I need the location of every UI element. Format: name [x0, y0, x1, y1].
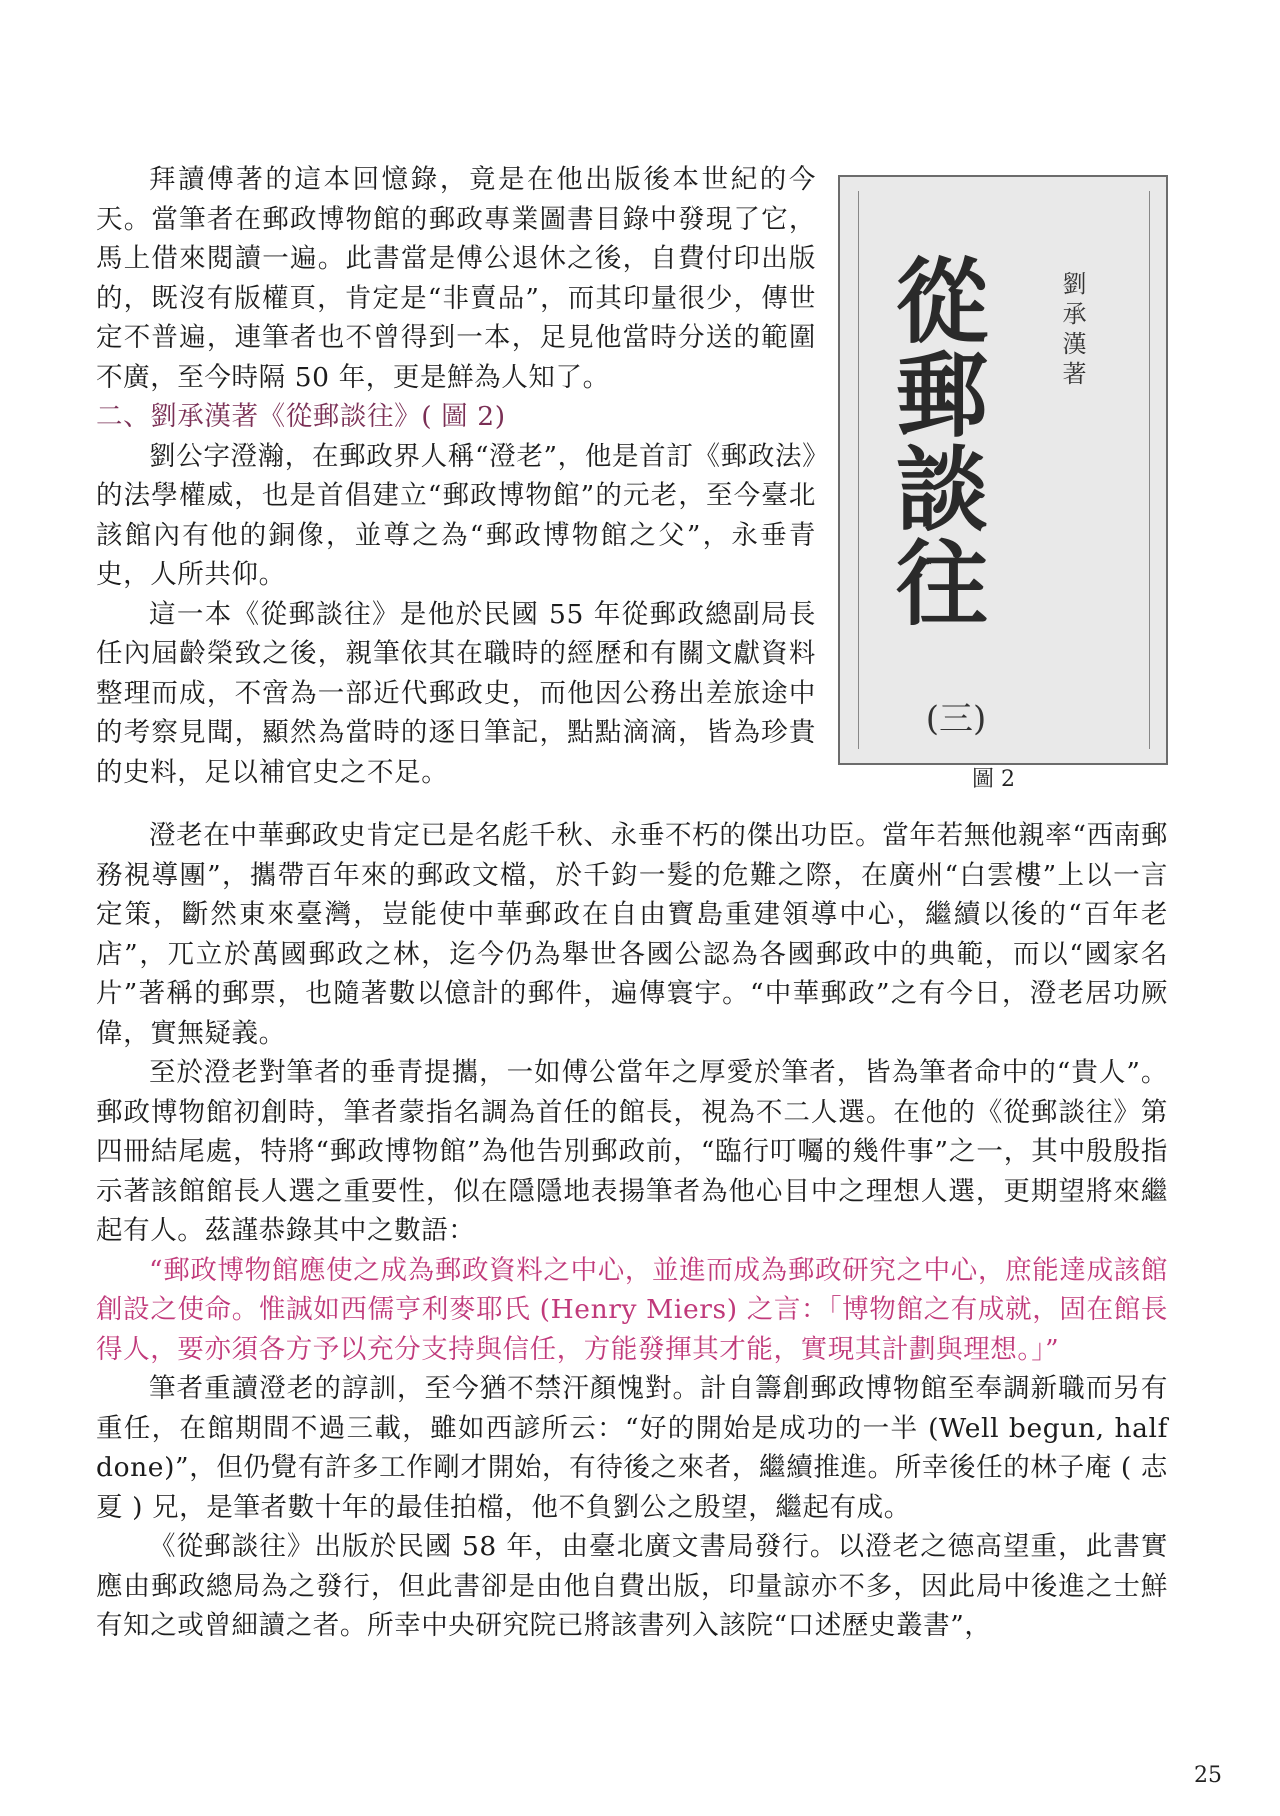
paragraph-intro: 拜讀傅著的這本回憶錄，竟是在他出版後本世紀的今天。當筆者在郵政博物館的郵政專業圖書目錄中發現了它，馬上借來閱讀一遍。此書當是傅公退休之後，自費付印出版的，既沒有版權頁，肯定是“非賣品”，而其印量很少，傳世定不普遍，連筆者也不曾得到一本，足見他當時分送的範圍不廣，至今時隔 50 年，更是鮮為人知了。 [96, 164, 816, 393]
page-number: 25 [1194, 1763, 1222, 1788]
book-cover-figure [838, 175, 1168, 765]
figure-caption: 圖 2 [972, 767, 1015, 792]
full-width-text-column [96, 816, 1168, 1646]
cover-title: 從郵談往 [881, 253, 989, 629]
paragraph-reflection: 筆者重讀澄老的諄訓，至今猶不禁汗顏愧對。計自籌創郵政博物館至奉調新職而另有重任，在館期間不過三載，雖如西諺所云：“好的開始是成功的一半 (Well begun, half done)”，但仍覺有許多工作剛才開始，有待後之來者，繼續推進。所幸後任的林子庵 ( 志夏 ) 兄，是筆者數十年的最佳拍檔，他不負劉公之殷望，繼起有成。 [96, 1373, 1168, 1523]
paragraph-contribution: 澄老在中華郵政史肯定已是名彪千秋、永垂不朽的傑出功臣。當年若無他親率“西南郵務視導團”，攜帶百年來的郵政文檔，於千鈞一髮的危難之際，在廣州“白雲樓”上以一言定策，斷然東來臺灣，豈能使中華郵政在自由寶島重建領導中心，繼續以後的“百年老店”，兀立於萬國郵政之林，迄今仍為舉世各國公認為各國郵政中的典範，而以“國家名片”著稱的郵票，也隨著數以億計的郵件，遍傳寰宇。“中華郵政”之有今日，澄老居功厥偉，實無疑義。 [96, 820, 1168, 1049]
paragraph-publication: 《從郵談往》出版於民國 58 年，由臺北廣文書局發行。以澄老之德高望重，此書實應由郵政總局為之發行，但此書卻是由他自費出版，印量諒亦不多，因此局中後進之士鮮有知之或曾細讀之者。所幸中央研究院已將該書列入該院“口述歷史叢書”， [96, 1531, 1168, 1641]
cover-volume: (三) [925, 699, 987, 739]
paragraph-mentorship: 至於澄老對筆者的垂青提攜，一如傅公當年之厚愛於筆者，皆為筆者命中的“貴人”。郵政博物館初創時，筆者蒙指名調為首任的館長，視為不二人選。在他的《從郵談往》第四冊結尾處，特將“郵政博物館”為他告別郵政前，“臨行叮囑的幾件事”之一，其中殷殷指示著該館館長人選之重要性，似在隱隱地表揚筆者為他心目中之理想人選，更期望將來繼起有人。茲謹恭錄其中之數語： [96, 1057, 1168, 1246]
quoted-passage: “郵政博物館應使之成為郵政資料之中心，並進而成為郵政研究之中心，庶能達成該館創設之使命。惟誠如西儒亨利麥耶氏 (Henry Miers) 之言：「博物館之有成就，固在館長得人，要亦須各方予以充分支持與信任，方能發揮其才能，實現其計劃與理想。」” [96, 1254, 1168, 1365]
left-text-column [96, 160, 816, 792]
cover-author: 劉承漢著 [1058, 271, 1086, 391]
paragraph-liu-bio: 劉公字澄瀚，在郵政界人稱“澄老”，他是首訂《郵政法》的法學權威，也是首倡建立“郵政博物館”的元老，至今臺北該館內有他的銅像，並尊之為“郵政博物館之父”，永垂青史，人所共仰。 [96, 440, 816, 590]
book-cover-frame [858, 191, 1150, 749]
paragraph-book-description: 這一本《從郵談往》是他於民國 55 年從郵政總副局長任內屆齡榮致之後，親筆依其在職時的經歷和有關文獻資料整理而成，不啻為一部近代郵政史，而他因公務出差旅途中的考察見聞，顯然為當時的逐日筆記，點點滴滴，皆為珍貴的史料，足以補官史之不足。 [96, 598, 816, 788]
section-heading: 二、劉承漢著《從郵談往》( 圖 2) [96, 401, 506, 432]
